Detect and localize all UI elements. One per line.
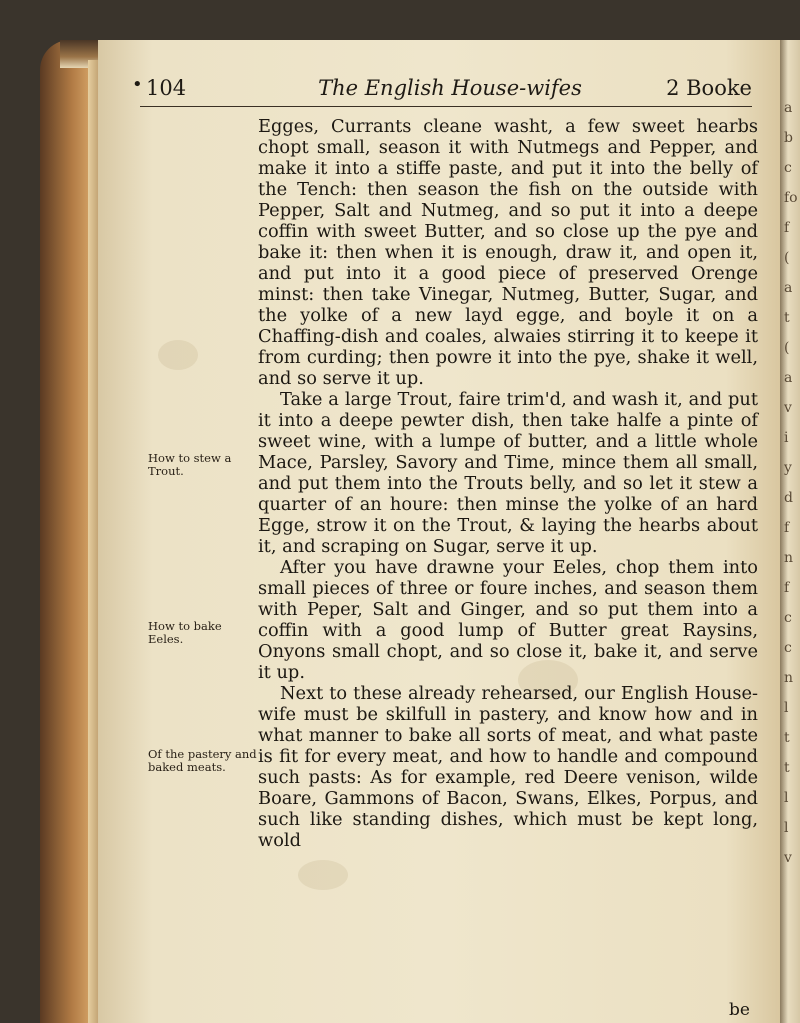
facing-page-glyph: y — [784, 460, 792, 476]
paragraph: Take a large Trout, faire trim'd, and wash it, and put it into a deepe pewter dish, then take halfe a pinte of sweet wine, with a lumpe of butter, and a little whole Mace, Parsley, Savory and Time, mince them all small, and put them into the Trouts belly, and so let it stew a quarter of an houre: then minse the yolke of an hard Egge, strow it on the Trout, & laying the hearbs about it, and scraping on Sugar, serve it up. — [258, 389, 758, 557]
facing-page-glyph: v — [784, 850, 792, 866]
book-section: 2 Booke — [666, 76, 752, 100]
facing-page-glyph: n — [784, 670, 794, 686]
margin-note-eeles: How to bake Eeles. — [148, 619, 222, 646]
facing-page-glyph: ( — [784, 250, 790, 266]
margin-note-pastery: Of the pastery and baked meats. — [148, 747, 257, 774]
margin-note-trout: How to stew a Trout. — [148, 451, 232, 478]
paragraph: After you have drawne your Eeles, chop them into small pieces of three or foure inches, and season them with Peper, Salt and Ginger, and so put them into a coffin with a good lump of Butter great Raysins, Onyons small chopt, and so close it, bake it, and serve it up. — [258, 557, 758, 683]
running-title: The English House-wifes — [318, 76, 582, 100]
paragraph: Egges, Currants cleane washt, a few sweet hearbs chopt small, season it with Nutmegs and Pepper, and make it into a stiffe paste, and put it into the belly of the Tench: then season the fish on the outside with Pepper, Salt and Nutmeg, and so put it into a deepe coffin with sweet Butter, and so close up the pye and bake it: then when it is enough, draw it, and open it, and put into it a good piece of preserved Orenge minst: then take Vinegar, Nutmeg, Butter, Sugar, and the yolke of a new layd egge, and boyle it on a Chaffing-dish and coales, alwaies stirring it to keepe it from curding; then powre it into the pye, shake it well, and so serve it up. — [258, 116, 758, 389]
facing-page-glyph: ( — [784, 340, 790, 356]
body-text — [258, 116, 758, 851]
facing-page-glyph: c — [784, 160, 792, 176]
facing-page-glyph: a — [784, 100, 793, 116]
facing-page-glyph: l — [784, 790, 789, 806]
facing-page-glyph: d — [784, 490, 793, 506]
facing-page-glyph: f — [784, 220, 790, 236]
foxing-spot — [158, 340, 198, 370]
facing-page-edge — [780, 40, 800, 1023]
facing-page-glyph: n — [784, 550, 794, 566]
facing-page-glyph: f — [784, 580, 790, 596]
page-number: • 104 — [146, 76, 186, 100]
facing-page-glyph: fo — [784, 190, 798, 206]
running-head — [140, 76, 760, 106]
facing-page-glyph: b — [784, 130, 793, 146]
facing-page-glyph: i — [784, 430, 789, 446]
facing-page-glyph: l — [784, 820, 789, 836]
foxing-spot — [298, 860, 348, 890]
header-rule — [140, 106, 752, 107]
facing-page-glyph: t — [784, 730, 790, 746]
facing-page-glyph: f — [784, 520, 790, 536]
facing-page-glyph: t — [784, 760, 790, 776]
paragraph: Next to these already rehearsed, our English House-wife must be skilfull in pastery, and know how and in what manner to bake all sorts of meat, and what paste is fit for every meat, and how to handle and compound such pasts: As for example, red Deere venison, wilde Boare, Gammons of Bacon, Swans, Elkes, Porpus, and such like standing dishes, which must be kept long, wold — [258, 683, 758, 851]
facing-page-glyph: c — [784, 640, 792, 656]
gutter-edge — [88, 60, 98, 1023]
facing-page-glyph: v — [784, 400, 792, 416]
catchword: be — [729, 1000, 750, 1020]
facing-page-glyph: a — [784, 370, 793, 386]
facing-page-glyph: l — [784, 700, 789, 716]
facing-page-glyph: a — [784, 280, 793, 296]
facing-page-glyph: c — [784, 610, 792, 626]
facing-page-glyph: t — [784, 310, 790, 326]
